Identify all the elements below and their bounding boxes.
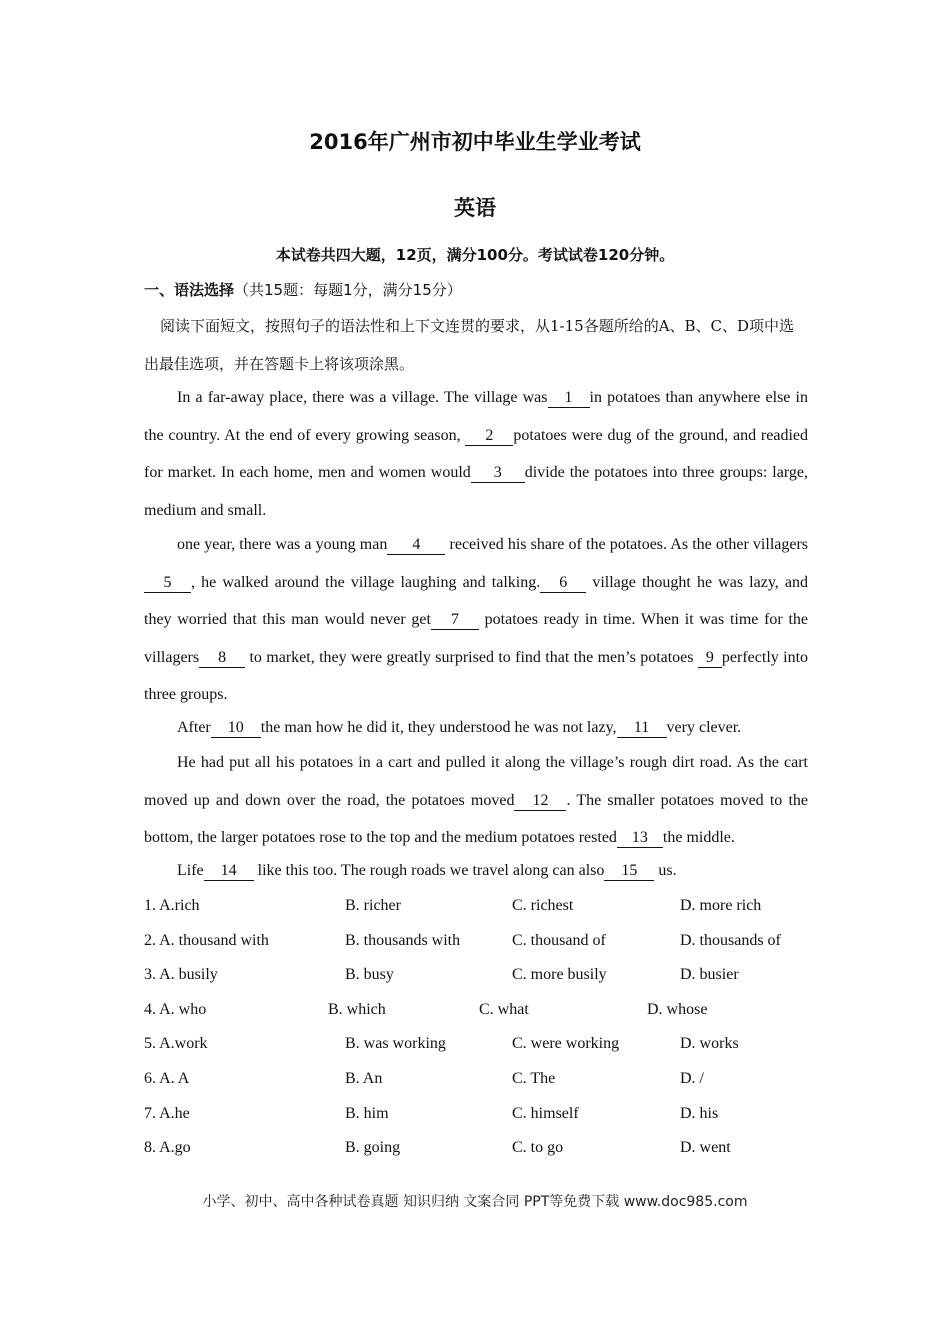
option-c: C. to go — [512, 1139, 564, 1157]
option-d: D. works — [680, 1035, 739, 1053]
option-b: B. busy — [345, 966, 394, 984]
blank-4: 4 — [387, 536, 445, 555]
passage-text: divide the potatoes into three groups: large, medium and small. — [144, 464, 808, 519]
footer-note: 小学、初中、高中各种试卷真题 知识归纳 文案合同 PPT等免费下载 www.doc985.com — [202, 1194, 748, 1210]
option-c: C. The — [512, 1069, 556, 1087]
passage-paragraph-3 — [144, 711, 808, 745]
subject-title: 英语 — [454, 196, 496, 220]
passage-text: the man how he did it, they understood he was not lazy, — [260, 719, 617, 736]
question-row — [144, 1132, 844, 1167]
section-heading — [144, 279, 462, 300]
passage-paragraph-1 — [144, 379, 808, 529]
passage-text: in potatoes than anywhere else in the country. At the end of every growing season, — [144, 389, 808, 444]
option-d: D. whose — [647, 1000, 708, 1018]
blank-10: 10 — [211, 719, 261, 738]
passage-text: . The smaller potatoes moved to the bottom, the larger potatoes rose to the top and the medium potatoes rested — [144, 791, 808, 846]
question-row — [144, 1028, 844, 1063]
option-d: D. thousands of — [680, 931, 781, 949]
passage-text: received his share of the potatoes. As the other villagers — [449, 536, 809, 553]
passage-text: like this too. The rough roads we travel along can also — [257, 862, 605, 879]
question-row — [144, 1098, 844, 1133]
exam-title: 2016年广州市初中毕业生学业考试 — [309, 130, 641, 154]
passage-text: potatoes ready in time. When it was time for the villagers — [144, 611, 808, 666]
option-d: D. went — [680, 1139, 731, 1157]
passage-text: very clever. — [666, 719, 742, 736]
passage-text: , he walked around the village laughing and talking. — [191, 573, 541, 591]
option-b: B. him — [345, 1104, 389, 1122]
blank-15: 15 — [604, 862, 654, 881]
option-a: 4. A. who — [144, 1000, 207, 1018]
passage-paragraph-5 — [144, 854, 808, 888]
question-row — [144, 959, 844, 994]
passage-text: the middle. — [662, 829, 735, 846]
passage-text: one year, there was a young man — [177, 536, 388, 553]
option-c: C. thousand of — [512, 931, 606, 949]
question-row — [144, 994, 844, 1029]
question-row — [144, 890, 844, 925]
blank-6: 6 — [540, 574, 586, 593]
passage-text: perfectly into three groups. — [144, 648, 809, 703]
option-a: 5. A.work — [144, 1035, 208, 1053]
option-d: D. more rich — [680, 897, 762, 914]
section-title: 一、语法选择 — [144, 281, 235, 299]
passage-paragraph-2 — [144, 526, 808, 714]
option-c: C. himself — [512, 1104, 579, 1122]
passage-text: potatoes were dug of the ground, and readied for market. In each home, men and women would — [144, 426, 808, 481]
question-options — [144, 890, 844, 1167]
option-b: B. which — [328, 1000, 386, 1018]
option-b: B. An — [345, 1069, 383, 1087]
option-b: B. was working — [345, 1035, 446, 1053]
option-d: D. busier — [680, 966, 739, 984]
passage-text: to market, they were greatly surprised to find that the men’s potatoes — [249, 648, 694, 666]
passage-text: After — [177, 719, 211, 736]
option-c: C. more busily — [512, 966, 607, 984]
blank-5: 5 — [144, 574, 191, 593]
blank-7: 7 — [431, 611, 479, 630]
passage-text: us. — [658, 862, 677, 879]
passage-text: He had put all his potatoes in a cart and pulled it along the village’s rough dirt road. As the cart moved up and down over the road, the potatoes moved — [144, 754, 808, 809]
option-a: 3. A. busily — [144, 966, 218, 984]
option-c: C. what — [479, 1000, 529, 1018]
option-c: C. were working — [512, 1035, 620, 1053]
question-row — [144, 1063, 844, 1098]
instructions: 阅读下面短文，按照句子的语法性和上下文连贯的要求，从1-15各题所给的A、B、C、D项中选出最佳选项，并在答题卡上将该项涂黑。 — [144, 317, 795, 373]
blank-9: 9 — [698, 649, 722, 668]
option-a: 7. A.he — [144, 1104, 190, 1122]
option-c: C. richest — [512, 897, 574, 914]
option-a: 8. A.go — [144, 1139, 191, 1157]
option-b: B. richer — [345, 897, 401, 914]
blank-8: 8 — [199, 649, 245, 668]
option-a: 2. A. thousand with — [144, 931, 269, 949]
blank-12: 12 — [514, 792, 566, 811]
section-note: （共15题：每题1分，满分15分） — [234, 281, 462, 299]
option-a: 1. A.rich — [144, 897, 200, 914]
blank-13: 13 — [617, 829, 663, 848]
option-d: D. / — [680, 1069, 704, 1087]
exam-info: 本试卷共四大题，12页，满分100分。考试试卷120分钟。 — [275, 246, 675, 264]
blank-11: 11 — [617, 719, 667, 738]
option-b: B. going — [345, 1139, 401, 1157]
passage-paragraph-4 — [144, 744, 808, 857]
passage-text: Life — [177, 862, 204, 879]
option-d: D. his — [680, 1104, 719, 1122]
blank-1: 1 — [548, 389, 590, 408]
blank-14: 14 — [204, 862, 254, 881]
blank-2: 2 — [465, 427, 513, 446]
question-row — [144, 925, 844, 960]
option-b: B. thousands with — [345, 931, 461, 949]
passage-text: village thought he was lazy, and they worried that this man would never get — [144, 573, 808, 628]
blank-3: 3 — [471, 464, 525, 483]
option-a: 6. A. A — [144, 1069, 190, 1087]
passage-text: In a far-away place, there was a village. The village was — [177, 389, 548, 406]
